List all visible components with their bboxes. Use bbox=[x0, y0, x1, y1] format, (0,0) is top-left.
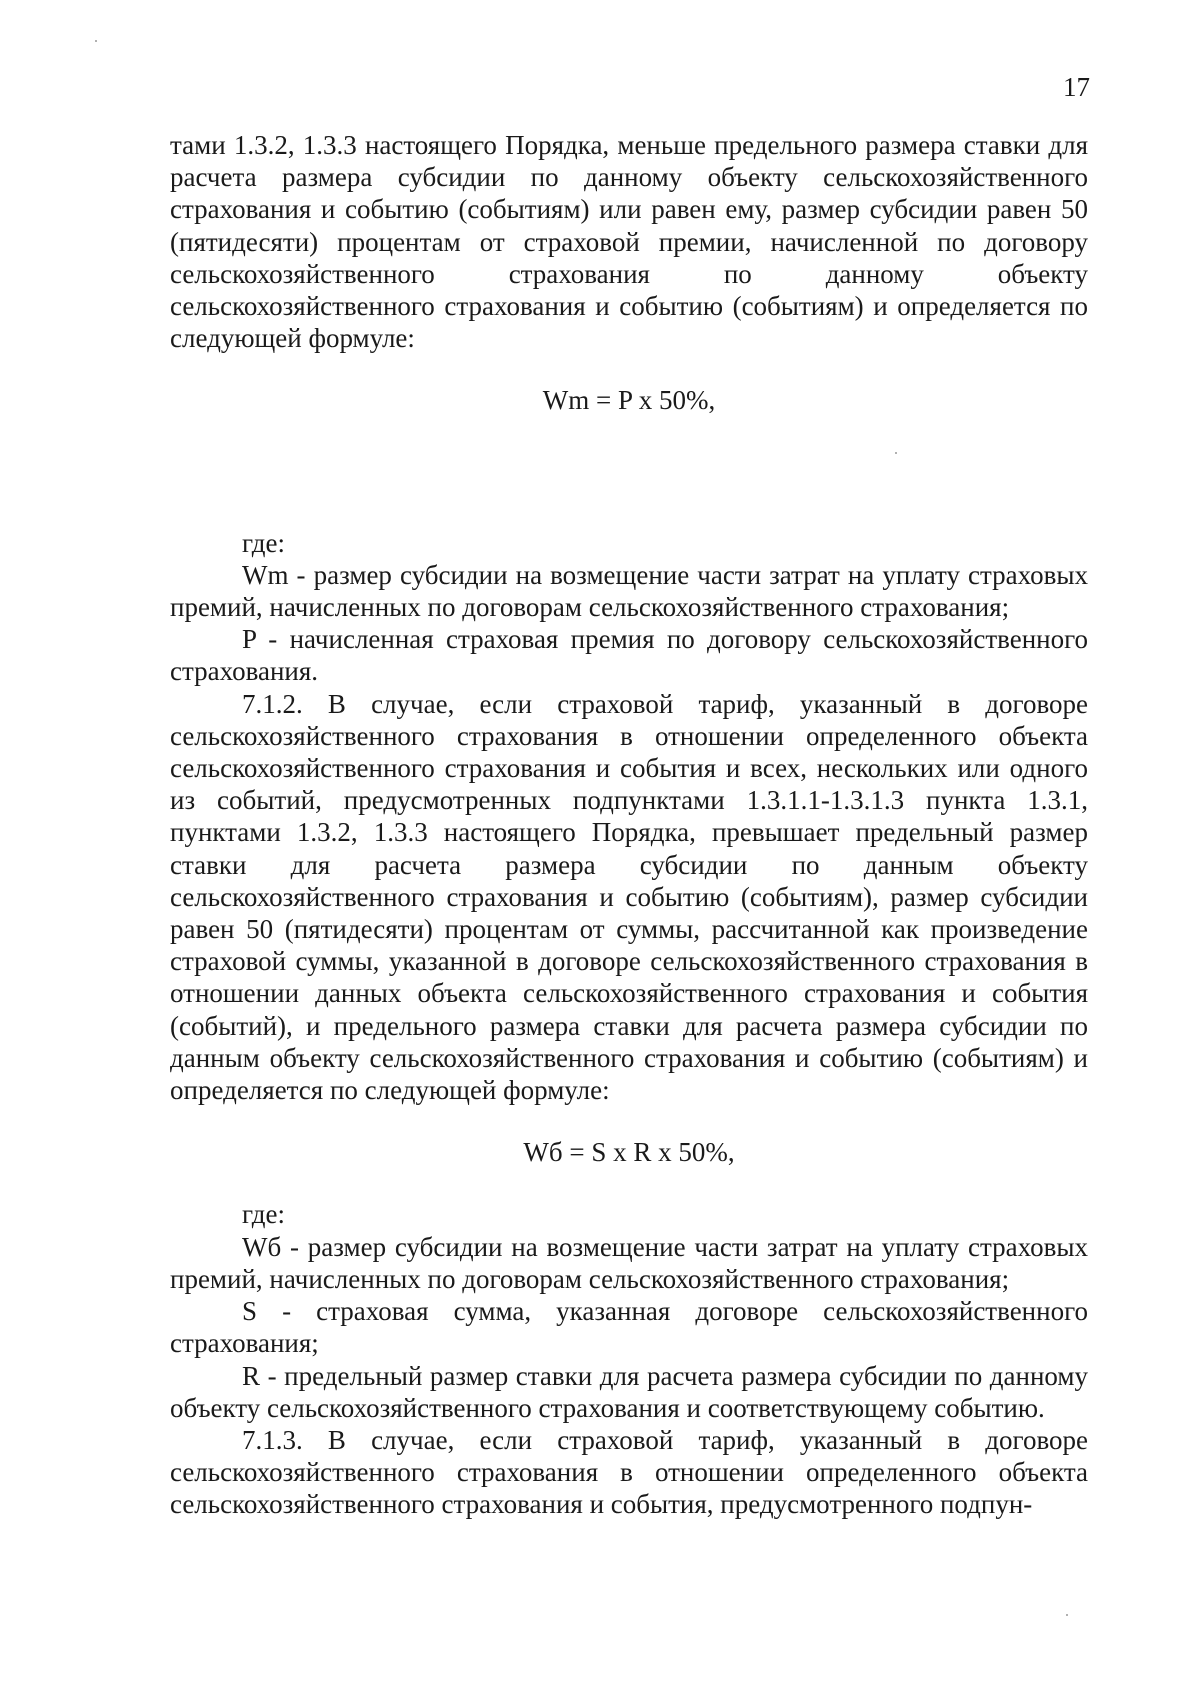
definition-p: P - начисленная страховая премия по договору сельскохозяйственного страхования. bbox=[170, 624, 1088, 687]
document-body bbox=[170, 129, 1088, 1521]
where-label-2: где: bbox=[242, 1199, 285, 1230]
definition-s: S - страховая сумма, указанная договоре сельскохозяйственного страхования; bbox=[170, 1296, 1088, 1359]
paragraph-continuation: тами 1.3.2, 1.3.3 настоящего Порядка, меньше предельного размера ставки для расчета размера субсидии по данному объекту сельскохозяйственного страхования и событию (событиям) или равен ему, размер субсидии равен 50 (пятидесяти) процентам от страховой премии, начисленной по договору сельскохозяйственного страхования по данному объекту сельскохозяйственного страхования и событию (событиям) и определяется по следующей формуле: bbox=[170, 130, 1088, 354]
clause-7-1-3: 7.1.3. В случае, если страховой тариф, указанный в договоре сельскохозяйственного страхования в отношении определенного объекта сельскохозяйственного страхования и события, предусмотренного подпун- bbox=[170, 1424, 1088, 1520]
definition-wm: Wm - размер субсидии на возмещение части затрат на уплату страховых премий, начисленных по договорам сельскохозяйственного страхования; bbox=[170, 559, 1088, 623]
clause-7-1-2: 7.1.2. В случае, если страховой тариф, указанный в договоре сельскохозяйственного страхования в отношении определенного объекта сельскохозяйственного страхования и события и всех, нескольких или одного из событий, предусмотренных подпунктами 1.3.1.1-1.3.1.3 пункта 1.3.1, пунктами 1.3.2, 1.3.3 настоящего Порядка, превышает предельный размер ставки для расчета размера субсидии по данным объекту сельскохозяйственного страхования и событию (событиям), размер субсидии равен 50 (пятидесяти) процентам от суммы, рассчитанной как произведение страховой суммы, указанной в договоре сельскохозяйственного страхования в отношении данных объекта сельскохозяйственного страхования и события (событий), и предельного размера ставки для расчета размера субсидии по данным объекту сельскохозяйственного страхования и событию (событиям) и определяется по следующей формуле: bbox=[170, 688, 1088, 1106]
where-label-1: где: bbox=[242, 527, 285, 558]
scan-speck bbox=[95, 40, 97, 42]
formula-wm: Wm = P x 50%, bbox=[542, 385, 716, 416]
definition-wb: Wб - размер субсидии на возмещение части затрат на уплату страховых премий, начисленных по договорам сельскохозяйственного страхования; bbox=[170, 1231, 1088, 1294]
definition-r: R - предельный размер ставки для расчета размера субсидии по данному объекту сельскохозяйственного страхования и соответствующему событию. bbox=[170, 1360, 1088, 1423]
page-number: 17 bbox=[1063, 72, 1090, 102]
scan-speck bbox=[895, 452, 897, 454]
scan-speck bbox=[1066, 1614, 1068, 1616]
formula-wb: Wб = S x R x 50%, bbox=[523, 1137, 735, 1168]
